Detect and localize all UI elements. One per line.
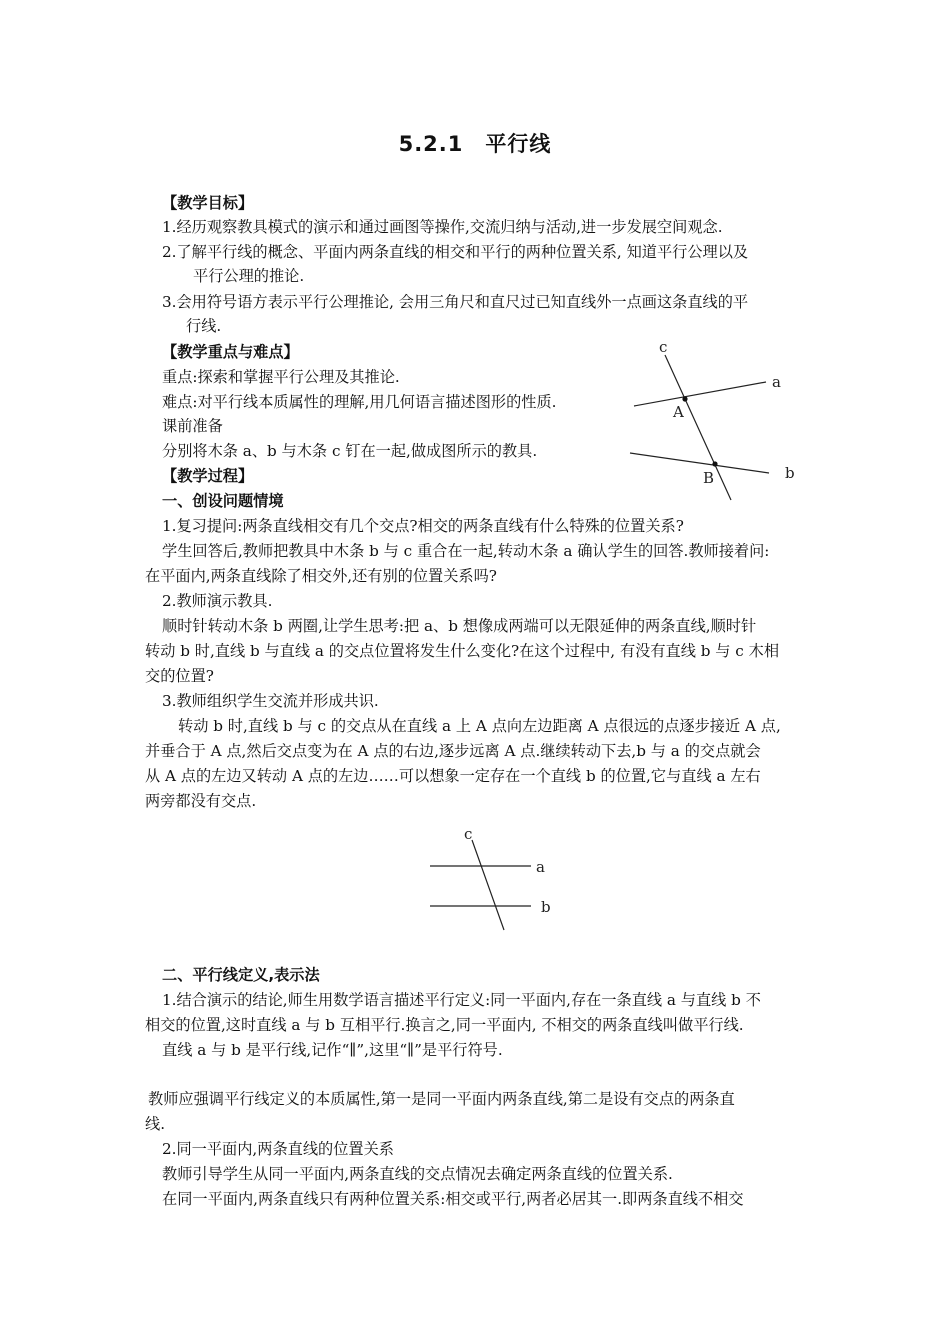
figure-intersecting-lines xyxy=(620,335,820,510)
part1-p6-line-2: 并垂合于 A 点,然后交点变为在 A 点的右边,逐步远离 A 点.继续转动下去,b 与 a 的交点就会 xyxy=(145,742,761,760)
part1-p1: 1.复习提问:两条直线相交有几个交点?相交的两条直线有什么特殊的位置关系? xyxy=(162,517,684,535)
part2-p1-line-1: 1.结合演示的结论,师生用数学语言描述平行定义:同一平面内,存在一条直线 a 与直线 b 不 xyxy=(162,991,761,1009)
goal-3-line-1: 3.会用符号语方表示平行公理推论, 会用三角尺和直尺过已知直线外一点画这条直线的平 xyxy=(162,293,749,311)
prep-text: 分别将木条 a、b 与木条 c 钉在一起,做成图所示的教具. xyxy=(162,442,538,460)
part2-p3-line-1: 教师应强调平行线定义的本质属性,第一是同一平面内两条直线,第二是设有交点的两条直 xyxy=(148,1090,735,1108)
part2-p1-line-2: 相交的位置,这时直线 a 与 b 互相平行.换言之,同一平面内, 不相交的两条直线叫做平行线. xyxy=(145,1016,744,1034)
key-points-heading: 【教学重点与难点】 xyxy=(162,343,299,361)
label-c: c xyxy=(659,338,668,356)
part2-heading: 二、平行线定义,表示法 xyxy=(162,966,320,984)
line-a xyxy=(634,382,766,406)
label-a: a xyxy=(536,858,545,876)
goal-2-line-1: 2.了解平行线的概念、平面内两条直线的相交和平行的两种位置关系, 知道平行公理以及 xyxy=(162,243,749,261)
process-heading: 【教学过程】 xyxy=(162,467,254,485)
part1-p6-line-4: 两旁都没有交点. xyxy=(145,792,257,810)
part1-p4-line-2: 转动 b 时,直线 b 与直线 a 的交点位置将发生什么变化?在这个过程中, 有没有直线 b 与 c 木相 xyxy=(145,642,780,660)
line-c xyxy=(665,355,731,500)
part1-p2-line-1: 学生回答后,教师把教具中木条 b 与 c 重合在一起,转动木条 a 确认学生的回答.教师接着问: xyxy=(162,542,770,560)
page-title: 5.2.1 平行线 xyxy=(398,132,552,156)
point-B xyxy=(712,461,717,466)
part2-p4: 2.同一平面内,两条直线的位置关系 xyxy=(162,1140,394,1158)
prep-label: 课前准备 xyxy=(162,417,223,435)
part1-p3: 2.教师演示教具. xyxy=(162,592,273,610)
line-c xyxy=(472,840,504,930)
goal-2-line-2: 平行公理的推论. xyxy=(193,267,305,285)
part1-p2-line-2: 在平面内,两条直线除了相交外,还有别的位置关系吗? xyxy=(145,567,497,585)
part2-p3-line-2: 线. xyxy=(145,1115,166,1133)
label-A: A xyxy=(673,403,684,421)
label-c: c xyxy=(464,825,473,843)
goal-1: 1.经历观察教具模式的演示和通过画图等操作,交流归纳与活动,进一步发展空间观念. xyxy=(162,218,723,236)
label-b: b xyxy=(785,464,795,482)
goals-heading: 【教学目标】 xyxy=(162,194,254,212)
difficult-point: 难点:对平行线本质属性的理解,用几何语言描述图形的性质. xyxy=(162,393,557,411)
line-b xyxy=(630,453,769,473)
goal-3-line-2: 行线. xyxy=(186,317,222,335)
label-a: a xyxy=(772,373,781,391)
part1-p4-line-3: 交的位置? xyxy=(145,667,214,685)
part1-heading: 一、创设问题情境 xyxy=(162,492,284,510)
part1-p5: 3.教师组织学生交流并形成共识. xyxy=(162,692,379,710)
part1-p6-line-3: 从 A 点的左边又转动 A 点的左边……可以想象一定存在一个直线 b 的位置,它与直线 a 左右 xyxy=(145,767,761,785)
part2-p5: 教师引导学生从同一平面内,两条直线的交点情况去确定两条直线的位置关系. xyxy=(162,1165,673,1183)
key-point: 重点:探索和掌握平行公理及其推论. xyxy=(162,368,400,386)
part1-p6-line-1: 转动 b 时,直线 b 与 c 的交点从在直线 a 上 A 点向左边距离 A 点很远的点逐步接近 A 点, xyxy=(178,717,781,735)
part2-p2: 直线 a 与 b 是平行线,记作“∥”,这里“∥”是平行符号. xyxy=(162,1041,503,1059)
label-B: B xyxy=(703,469,715,487)
part1-p4-line-1: 顺时针转动木条 b 两圈,让学生思考:把 a、b 想像成两端可以无限延伸的两条直线,顺时针 xyxy=(162,617,757,635)
figure-parallel-lines xyxy=(420,822,570,937)
part2-p6: 在同一平面内,两条直线只有两种位置关系:相交或平行,两者必居其一.即两条直线不相交 xyxy=(162,1190,744,1208)
label-b: b xyxy=(541,898,551,916)
point-A xyxy=(682,396,687,401)
